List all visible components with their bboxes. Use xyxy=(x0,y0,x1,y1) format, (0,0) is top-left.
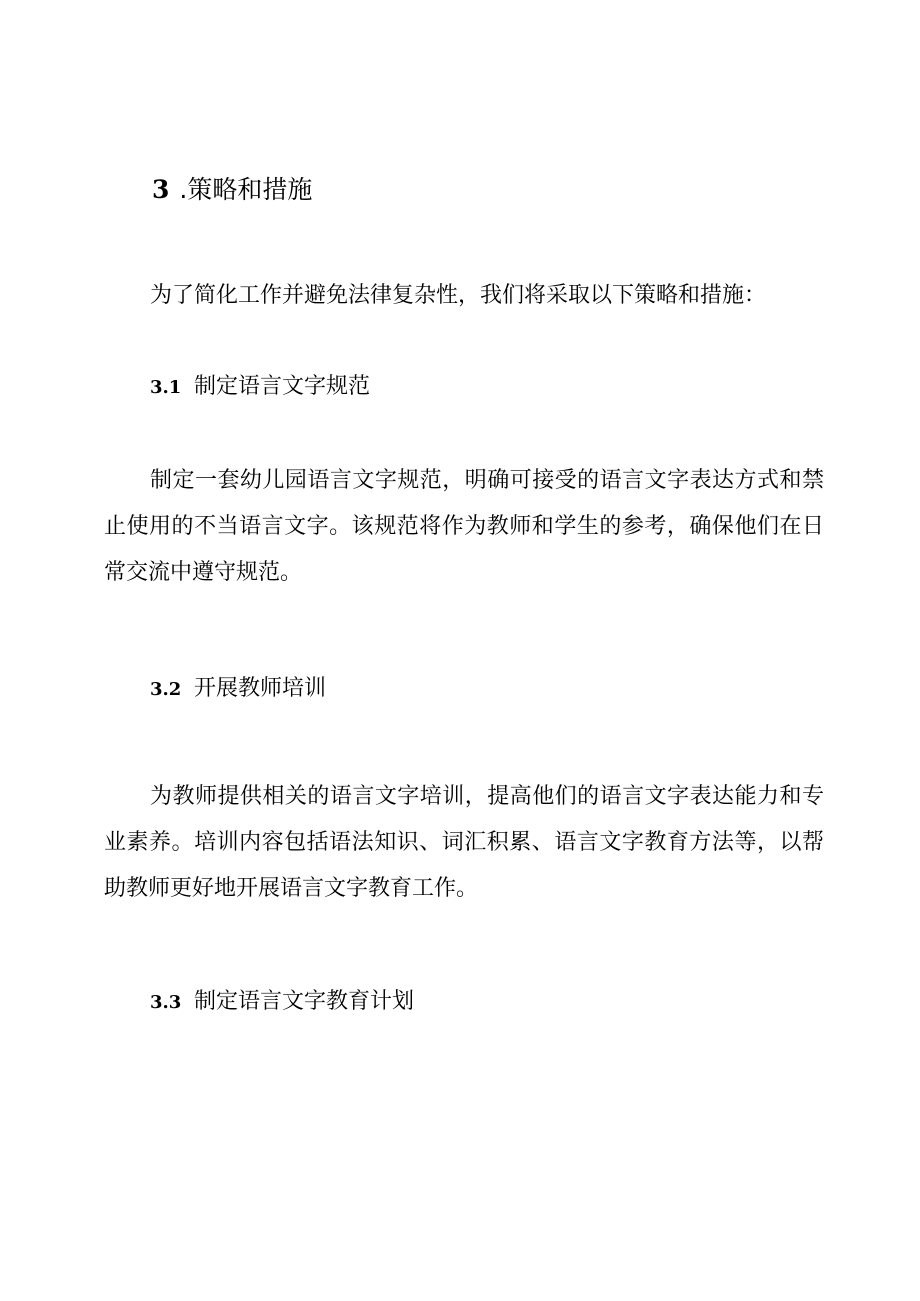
intro-paragraph: 为了简化工作并避免法律复杂性，我们将采取以下策略和措施： xyxy=(150,283,767,308)
subsection-body-3-2: 为教师提供相关的语言文字培训，提高他们的语言文字表达能力和专业素养。培训内容包括语法知识、词汇积累、语言文字教育方法等，以帮助教师更好地开展语言文字教育工作。 xyxy=(104,784,824,901)
subsection-number: 3.1 xyxy=(150,377,182,398)
subsection-title: 制定语言文字教育计划 xyxy=(194,989,415,1014)
subsection-body-3-1: 制定一套幼儿园语言文字规范，明确可接受的语言文字表达方式和禁止使用的不当语言文字。该规范将作为教师和学生的参考，确保他们在日常交流中遵守规范。 xyxy=(104,468,824,585)
section-title: .策略和措施 xyxy=(179,175,313,204)
subsection-heading-3-1 xyxy=(150,370,370,405)
section-number: 3 xyxy=(152,175,170,204)
subsection-title: 制定语言文字规范 xyxy=(194,374,371,399)
section-heading xyxy=(152,172,312,208)
subsection-heading-3-3 xyxy=(150,985,414,1020)
subsection-heading-3-2 xyxy=(150,672,326,707)
subsection-number: 3.2 xyxy=(150,679,182,700)
subsection-number: 3.3 xyxy=(150,992,182,1013)
subsection-title: 开展教师培训 xyxy=(194,676,327,701)
